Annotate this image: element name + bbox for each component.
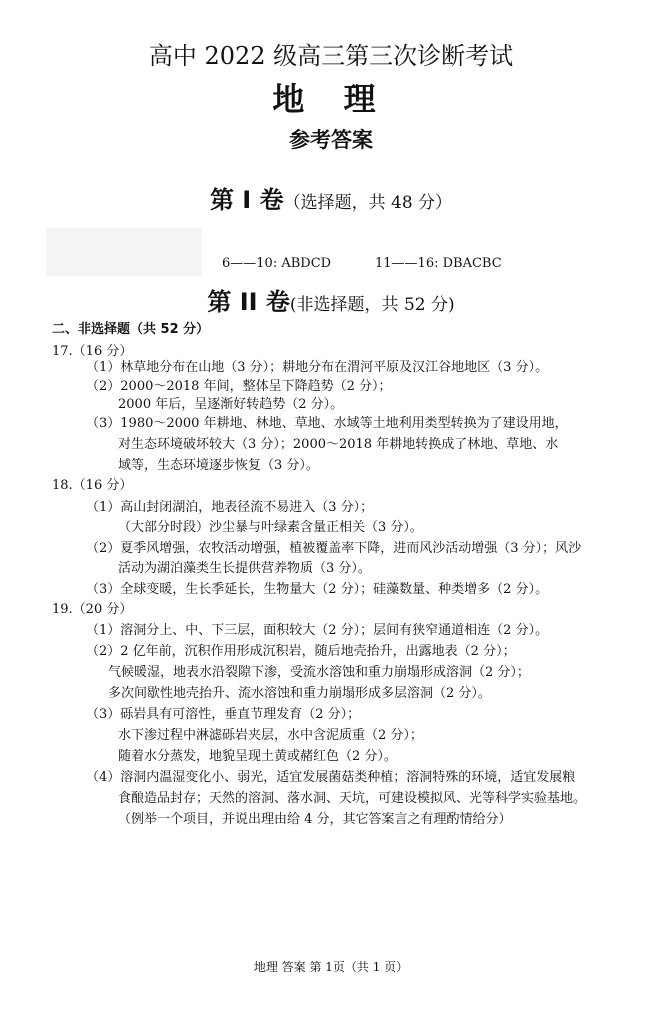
q19-answer-4-line2: 食酿造品封存；天然的溶洞、落水洞、天坑，可建设模拟风、光等科学实验基地。: [118, 791, 587, 806]
mc-answers-11-16: 11——16: DBACBC: [375, 256, 502, 271]
part1-title: 第 I 卷: [209, 186, 284, 214]
q17-answer-3-line2: 对生态环境破坏较大（3 分）；2000～2018 年耕地转换成了林地、草地、水: [118, 437, 559, 452]
q18-answer-1-line1: （1）高山封闭湖泊，地表径流不易进入（3 分）；: [86, 500, 374, 515]
exam-title: 高中 2022 级高三第三次诊断考试: [148, 42, 514, 70]
answer-title: 参考答案: [289, 128, 373, 152]
part2-title: 第 II 卷: [207, 288, 290, 316]
q19-answer-2-line2: 气候暖湿，地表水沿裂隙下渗，受流水溶蚀和重力崩塌形成溶洞（2 分）；: [108, 665, 530, 680]
q17-answer-1: （1）林草地分布在山地（3 分）；耕地分布在渭河平原及汉江谷地地区（3 分）。: [86, 360, 549, 375]
part1-heading: [0, 180, 662, 215]
q19-answer-3-line2: 水下渗过程中淋滤砾岩夹层，水中含泥质重（2 分）；: [118, 728, 423, 743]
q17-answer-2-line1: （2）2000～2018 年间，整体呈下降趋势（2 分）；: [86, 379, 392, 394]
part2-heading: [0, 282, 662, 317]
q19-answer-2-line1: （2）2 亿年前，沉积作用形成沉积岩，随后地壳抬升，出露地表（2 分）；: [86, 644, 516, 659]
q19-answer-1: （1）溶洞分上、中、下三层，面积较大（2 分）；层间有狭窄通道相连（2 分）。: [86, 623, 549, 638]
q18-answer-2-line2: 活动为湖泊藻类生长提供营养物质（3 分）。: [118, 561, 371, 576]
mc-answers-6-10: 6——10: ABDCD: [222, 256, 332, 271]
q19-answer-3-line1: （3）砾岩具有可溶性，垂直节理发育（2 分）；: [86, 707, 361, 722]
page-footer: 地理 答案 第 1页（共 1 页）: [253, 960, 409, 974]
q18-head: 18.（16 分）: [52, 478, 133, 493]
q18-answer-2-line1: （2）夏季风增强，农牧活动增强，植被覆盖率下降，进而风沙活动增强（3 分）；风沙: [86, 541, 582, 556]
q19-head: 19.（20 分）: [52, 602, 133, 617]
q19-answer-2-line3: 多次间歇性地壳抬升、流水溶蚀和重力崩塌形成多层溶洞（2 分）。: [108, 686, 491, 701]
q19-answer-4-line3: （例举一个项目，并说出理由给 4 分，其它答案言之有理酌情给分）: [118, 812, 512, 827]
section-heading: 二、非选择题（共 52 分）: [52, 322, 210, 337]
q19-answer-3-line3: 随着水分蒸发，地貌呈现土黄或赭红色（2 分）。: [118, 749, 397, 764]
q18-answer-1-line2: （大部分时段）沙尘暴与叶绿素含量正相关（3 分）。: [118, 520, 423, 535]
q17-answer-2-line2: 2000 年后，呈逐渐好转趋势（2 分）。: [118, 397, 344, 412]
subject-title: 地 理: [272, 80, 390, 118]
q19-answer-4-line1: （4）溶洞内温湿变化小、弱光，适宜发展菌菇类种植；溶洞特殊的环境，适宜发展粮: [86, 770, 576, 785]
q17-answer-3-line1: （3）1980～2000 年耕地、林地、草地、水域等土地利用类型转换为了建设用地，: [86, 416, 568, 431]
part1-subtitle: （选择题，共 48 分）: [283, 193, 453, 213]
q18-answer-3: （3）全球变暖，生长季延长，生物量大（2 分）；硅藻数量、种类增多（2 分）。: [86, 582, 549, 597]
redacted-area: [46, 228, 202, 276]
q17-head: 17.（16 分）: [52, 344, 133, 359]
part2-subtitle: (非选择题，共 52 分): [289, 295, 455, 315]
q17-answer-3-line3: 域等，生态环境逐步恢复（3 分）。: [118, 458, 319, 473]
